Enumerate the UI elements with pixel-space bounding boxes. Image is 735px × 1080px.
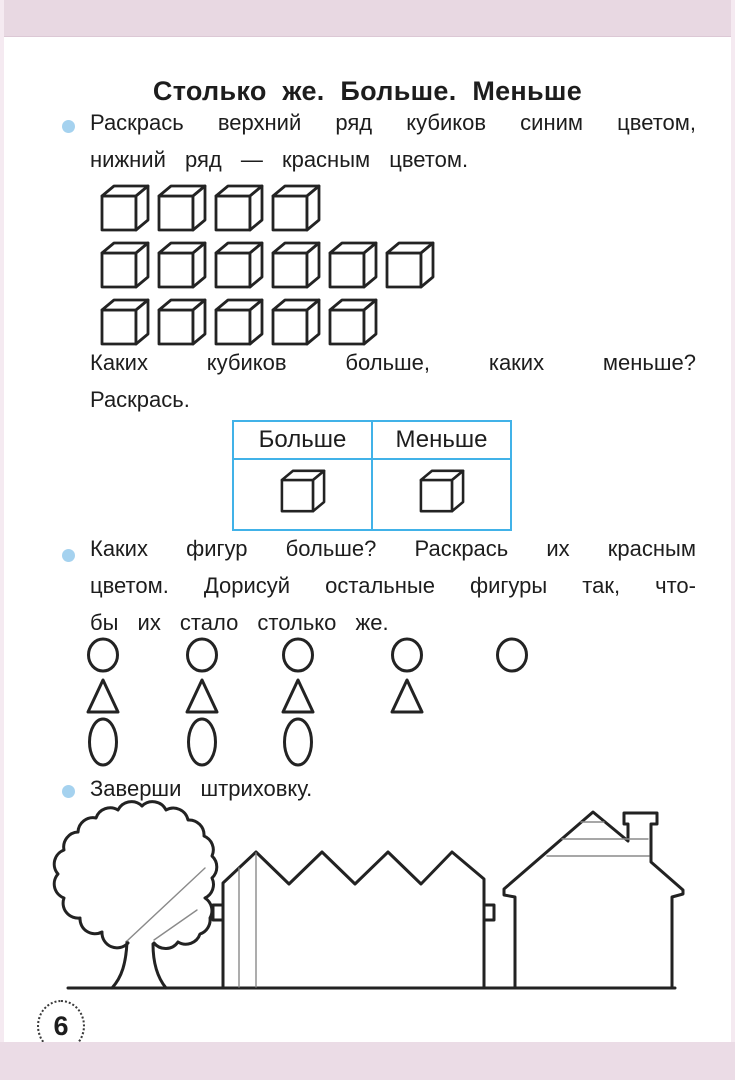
table-header-more: Больше [233, 421, 372, 459]
figures-rows [40, 632, 660, 772]
table-header-less: Меньше [372, 421, 511, 459]
tree-trunk [153, 944, 166, 988]
cube-icon [328, 298, 378, 346]
task1-text [90, 104, 696, 178]
more-less-table [232, 420, 512, 531]
task-text-line: цветом. Дорисуй остальные фигуры так, что- [90, 573, 696, 598]
cubes-grid [100, 184, 435, 355]
fence-outline [223, 852, 484, 988]
cube-icon [214, 241, 264, 289]
cube-row [100, 298, 435, 346]
cube-icon [100, 241, 150, 289]
hatching-scene [30, 795, 720, 995]
table-cell-less-cube [372, 459, 511, 530]
oval-shape [189, 719, 216, 765]
house [504, 812, 683, 988]
cube-icon [157, 241, 207, 289]
cube-icon [100, 298, 150, 346]
task-text-line: Раскрась верхний ряд кубиков синим цветом, [90, 110, 696, 135]
circle-shape [89, 639, 118, 671]
tree-crown [54, 802, 217, 949]
circle-shape [188, 639, 217, 671]
page-title: Столько же. Больше. Меньше [152, 76, 583, 107]
triangle-shape [187, 680, 217, 712]
cube-icon [271, 184, 321, 232]
circle-shape [284, 639, 313, 671]
cube-icon [157, 184, 207, 232]
task-text-line: Каких фигур больше? Раскрась их красным [90, 536, 696, 561]
task-text-line: Раскрась. [90, 387, 190, 412]
oval-shape [285, 719, 312, 765]
triangle-shape [88, 680, 118, 712]
page-number: 6 [53, 1010, 69, 1041]
cube-icon [214, 184, 264, 232]
task2-text [90, 530, 696, 641]
task-text-line: нижний ряд — красным цветом. [90, 147, 469, 172]
task-text-line: Каких кубиков больше, каких меньше? [90, 350, 696, 375]
cube-icon [271, 298, 321, 346]
cube-icon [214, 298, 264, 346]
task-text-line: бы их стало столько же. [90, 610, 389, 635]
right-pink-strip [731, 0, 735, 1080]
top-pink-band [0, 0, 735, 37]
task-text-line: Заверши штриховку. [90, 776, 313, 801]
task1-question [90, 344, 696, 418]
left-pink-strip [0, 0, 4, 1080]
cube-row [100, 184, 435, 232]
cube-icon [419, 469, 465, 513]
triangle-shape [283, 680, 313, 712]
bottom-pink-band [0, 1042, 735, 1080]
circle-shape [393, 639, 422, 671]
task1-bullet-icon [62, 120, 75, 133]
cube-icon [157, 298, 207, 346]
cube-icon [280, 469, 326, 513]
triangle-shape [392, 680, 422, 712]
roof-hatch-lines [547, 822, 649, 856]
cube-icon [271, 241, 321, 289]
table-cell-more-cube [233, 459, 372, 530]
cube-row [100, 241, 435, 289]
fence [213, 852, 494, 988]
tree [54, 802, 217, 988]
task2-bullet-icon [62, 549, 75, 562]
circle-shape [498, 639, 527, 671]
cube-icon [385, 241, 435, 289]
cube-icon [328, 241, 378, 289]
fence-hatch-lines [239, 853, 256, 987]
cube-icon [100, 184, 150, 232]
oval-shape [90, 719, 117, 765]
